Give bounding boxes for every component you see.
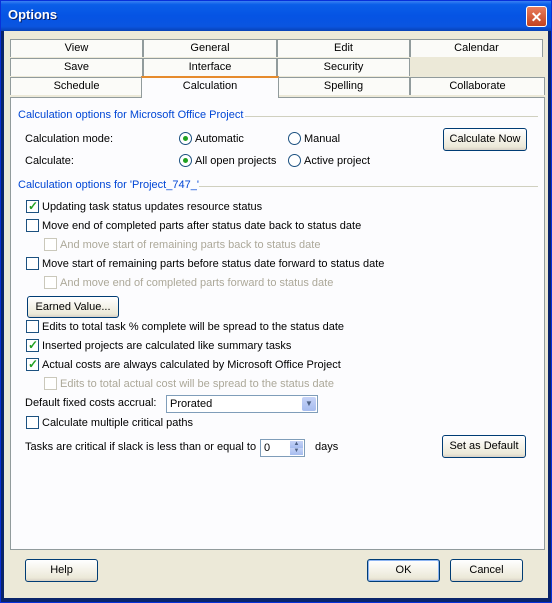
label-edits-total-complete[interactable]: Edits to total task % complete will be spread to the status date bbox=[42, 321, 345, 333]
label-move-start-remaining[interactable]: Move start of remaining parts before status date forward to status date bbox=[42, 258, 385, 270]
group-heading-current: Calculation options for 'Project_747_' bbox=[18, 179, 199, 191]
chevron-down-icon[interactable]: ▼ bbox=[302, 397, 316, 411]
radio-active-project[interactable] bbox=[288, 154, 301, 167]
label-move-end-completed[interactable]: Move end of completed parts after status date back to status date bbox=[42, 220, 362, 232]
dialog-client bbox=[4, 31, 548, 598]
slack-unit-label: days bbox=[315, 441, 339, 453]
dialog-title: Options bbox=[8, 7, 58, 22]
tab-calculation[interactable]: Calculation bbox=[141, 76, 279, 98]
earned-value-button[interactable]: Earned Value... bbox=[27, 296, 119, 318]
tab-save[interactable]: Save bbox=[10, 58, 143, 76]
check-icon: ✓ bbox=[28, 199, 39, 213]
set-as-default-button[interactable]: Set as Default bbox=[442, 435, 526, 458]
tab-security[interactable]: Security bbox=[277, 58, 410, 76]
tab-general[interactable]: General bbox=[143, 39, 277, 57]
label-actual-costs[interactable]: Actual costs are always calculated by Microsoft Office Project bbox=[42, 359, 341, 371]
label-multiple-critical-paths[interactable]: Calculate multiple critical paths bbox=[42, 417, 194, 429]
tab-edit[interactable]: Edit bbox=[277, 39, 410, 57]
tab-spelling[interactable]: Spelling bbox=[277, 77, 410, 95]
tab-interface[interactable]: Interface bbox=[143, 58, 277, 76]
radio-automatic[interactable] bbox=[179, 132, 192, 145]
tab-calendar[interactable]: Calendar bbox=[410, 39, 543, 57]
radio-active-project-label[interactable]: Active project bbox=[304, 155, 371, 167]
group-divider bbox=[245, 116, 538, 117]
radio-all-open-label[interactable]: All open projects bbox=[195, 155, 277, 167]
checkbox-inserted-projects[interactable] bbox=[26, 339, 39, 352]
close-icon: ✕ bbox=[530, 9, 543, 25]
title-bar[interactable] bbox=[1, 1, 551, 31]
check-icon: ✓ bbox=[28, 357, 39, 371]
spin-up-icon[interactable]: ▲ bbox=[290, 441, 303, 448]
check-icon: ✓ bbox=[28, 338, 39, 352]
fixed-costs-accrual-value: Prorated bbox=[170, 398, 213, 410]
checkbox-move-start-back[interactable] bbox=[44, 238, 57, 251]
calculation-mode-label: Calculation mode: bbox=[25, 133, 114, 145]
radio-all-open-projects[interactable] bbox=[179, 154, 192, 167]
checkbox-move-end-forward[interactable] bbox=[44, 276, 57, 289]
calculate-now-button[interactable]: Calculate Now bbox=[443, 128, 527, 151]
label-updating-task-status[interactable]: Updating task status updates resource status bbox=[42, 201, 263, 213]
help-button[interactable]: Help bbox=[25, 559, 98, 582]
calculate-label: Calculate: bbox=[25, 155, 74, 167]
tab-pane bbox=[10, 97, 545, 550]
checkbox-move-end-completed[interactable] bbox=[26, 219, 39, 232]
checkbox-actual-costs[interactable] bbox=[26, 358, 39, 371]
label-move-end-forward: And move end of completed parts forward to status date bbox=[60, 277, 334, 289]
label-move-start-back: And move start of remaining parts back to status date bbox=[60, 239, 321, 251]
tab-view[interactable]: View bbox=[10, 39, 143, 57]
tab-collaborate[interactable]: Collaborate bbox=[410, 77, 545, 95]
checkbox-updating-task-status[interactable] bbox=[26, 200, 39, 213]
checkbox-move-start-remaining[interactable] bbox=[26, 257, 39, 270]
radio-manual-label[interactable]: Manual bbox=[304, 133, 341, 145]
slack-value: 0 bbox=[264, 442, 271, 454]
tab-schedule[interactable]: Schedule bbox=[10, 77, 143, 95]
label-edits-actual-cost: Edits to total actual cost will be spread to the status date bbox=[60, 378, 334, 390]
close-button[interactable] bbox=[526, 6, 547, 27]
group-heading-project: Calculation options for Microsoft Office Project bbox=[18, 109, 244, 121]
checkbox-edits-total-complete[interactable] bbox=[26, 320, 39, 333]
checkbox-multiple-critical-paths[interactable] bbox=[26, 416, 39, 429]
label-inserted-projects[interactable]: Inserted projects are calculated like summary tasks bbox=[42, 340, 292, 352]
radio-automatic-label[interactable]: Automatic bbox=[195, 133, 244, 145]
fixed-costs-accrual-select[interactable] bbox=[166, 395, 318, 413]
radio-selected-dot bbox=[183, 158, 188, 163]
checkbox-edits-actual-cost[interactable] bbox=[44, 377, 57, 390]
spin-down-icon[interactable]: ▼ bbox=[290, 448, 303, 455]
fixed-costs-accrual-label: Default fixed costs accrual: bbox=[25, 397, 157, 409]
slack-label: Tasks are critical if slack is less than or equal to bbox=[25, 441, 257, 453]
ok-button[interactable]: OK bbox=[367, 559, 440, 582]
radio-manual[interactable] bbox=[288, 132, 301, 145]
radio-selected-dot bbox=[183, 136, 188, 141]
slack-spinner[interactable] bbox=[260, 439, 305, 457]
group-divider bbox=[199, 186, 538, 187]
cancel-button[interactable]: Cancel bbox=[450, 559, 523, 582]
